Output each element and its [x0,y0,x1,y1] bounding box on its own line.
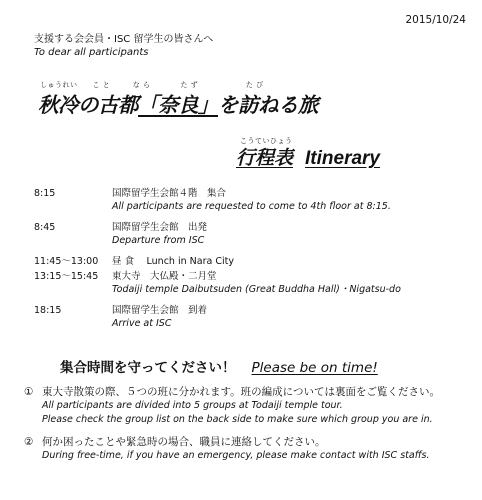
schedule-en: Arrive at ISC [112,318,172,329]
schedule-jp: 東大寺 大仏殿・二月堂 [112,271,217,282]
punctuality-notice-jp: 集合時間を守ってください！ [60,360,236,376]
schedule-detail [112,304,207,330]
note-number: ① [24,386,34,398]
schedule-detail [112,255,234,268]
notes-list [24,385,464,463]
title-furigana: しゅうれい こ と な ら た ず た び [40,81,264,89]
schedule-row [34,187,454,213]
note-number: ② [24,436,34,448]
schedule-jp: 国際留学生会館 到着 [112,305,208,316]
schedule-row [34,255,454,268]
title-part-2: 「奈良」 [138,93,218,117]
note-jp: 何か困ったことや緊急時の場合、職員に連絡してください。 [42,436,326,448]
addressee-japanese: 支援する会会員・ISC 留学生の皆さんへ [34,34,214,45]
punctuality-notice-en: Please be on time! [251,360,378,376]
punctuality-notice [60,356,378,376]
schedule-detail [112,187,391,213]
itinerary-furigana: こうていひょう [240,137,293,145]
itinerary-heading [236,143,380,170]
schedule-jp: 国際留学生会館４階 集合 [112,188,227,199]
document-date: 2015/10/24 [405,14,466,26]
schedule-row [34,221,454,247]
schedule-detail [112,270,401,296]
title-part-3: を訪ねる旅 [218,93,318,117]
itinerary-heading-jp: 行程表 [236,147,294,169]
itinerary-heading-en: Itinerary [305,148,380,169]
schedule-jp: 昼 食 Lunch in Nara City [112,256,234,267]
note-item [24,385,464,399]
schedule-jp: 国際留学生会館 出発 [112,222,208,233]
note-en-line: All participants are divided into 5 groups at Todaiji temple tour. [42,400,343,411]
schedule-time: 18:15 [34,305,62,316]
schedule-en: All participants are requested to come to 4th floor at 8:15. [112,201,391,212]
note-en-line: During free-time, if you have an emergency, please make contact with ISC staffs. [42,450,430,461]
schedule-list [34,187,454,332]
page-title [38,88,318,118]
title-part-1: 秋冷の古都 [38,93,138,117]
note-jp: 東大寺散策の際、５つの班に分かれます。班の編成については裏面をご覧ください。 [42,386,440,398]
schedule-time: 13:15～15:45 [34,271,99,282]
schedule-row [34,304,454,330]
note-item [24,435,464,449]
schedule-en: Todaiji temple Daibutsuden (Great Buddha Hall)・Nigatsu-do [112,284,401,295]
schedule-en: Departure from ISC [112,235,205,246]
addressee-english: To dear all participants [34,47,149,58]
schedule-detail [112,221,207,247]
schedule-time: 8:15 [34,188,56,199]
schedule-time: 11:45～13:00 [34,256,99,267]
note-en-line: Please check the group list on the back side to make sure which group you are in. [42,414,433,425]
schedule-row [34,270,454,296]
schedule-time: 8:45 [34,222,56,233]
